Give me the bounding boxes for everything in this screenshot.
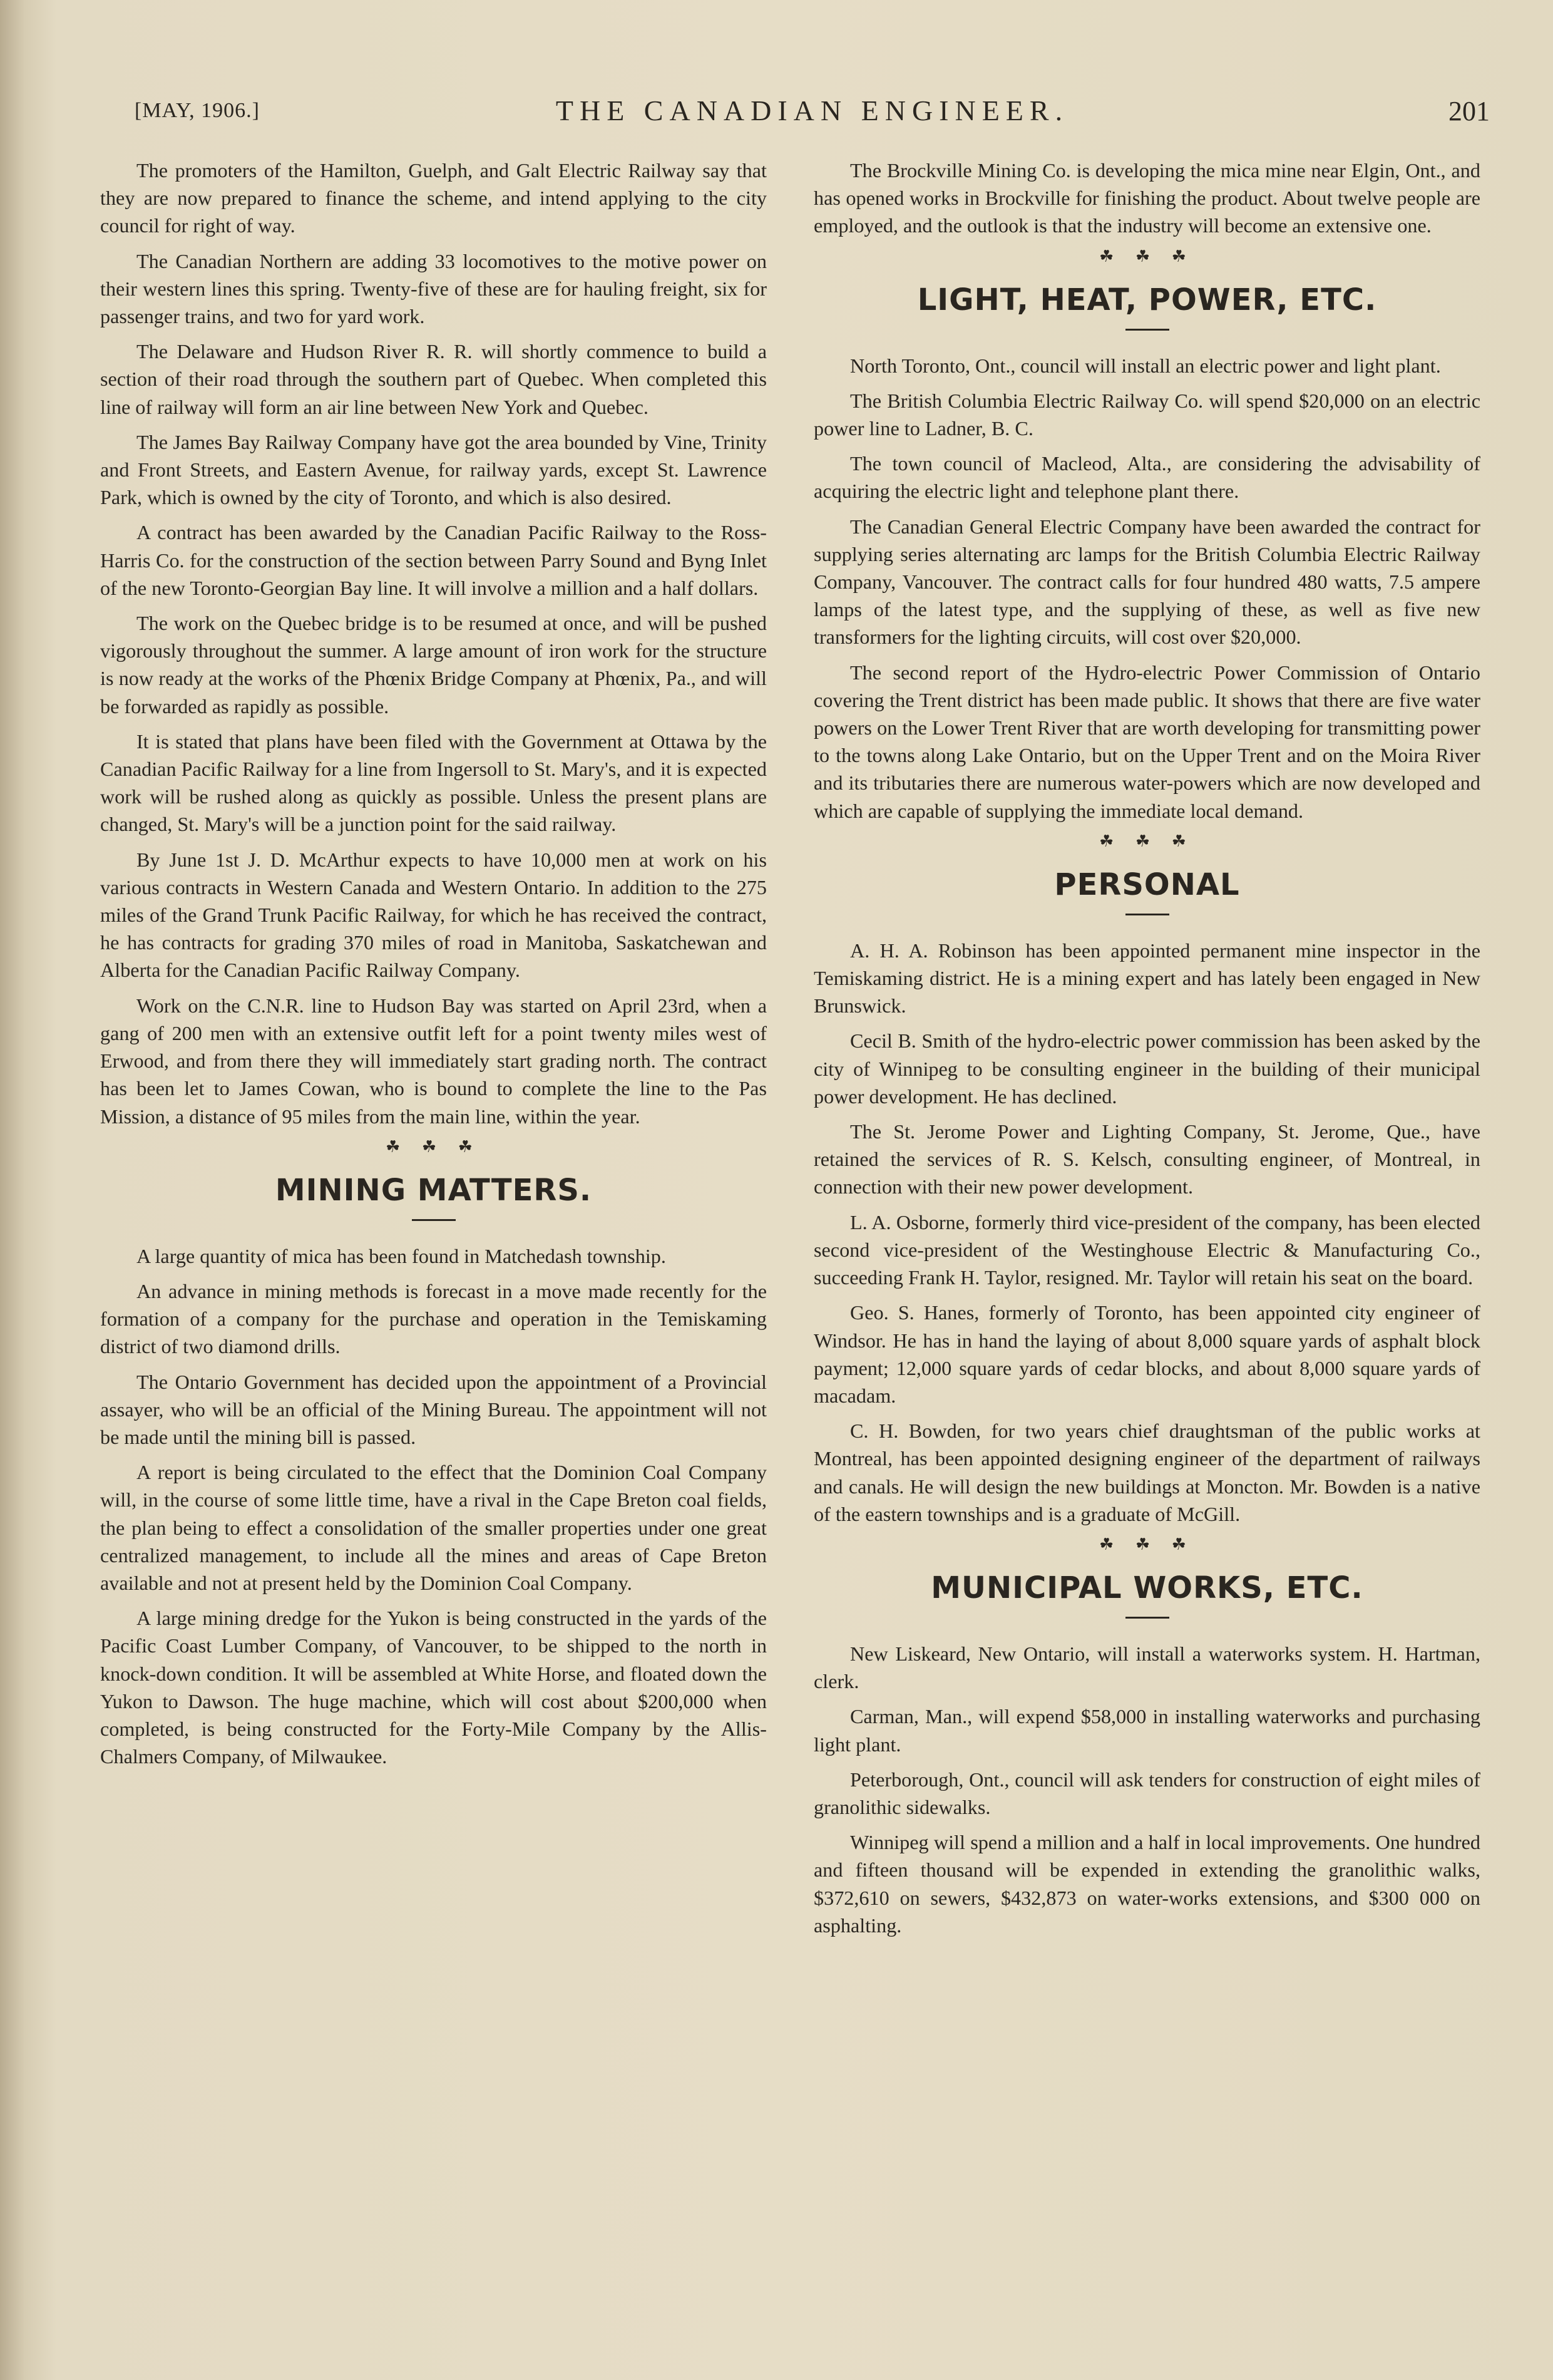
article-paragraph: The James Bay Railway Company have got the area bounded by Vine, Trinity and Front Streets, and Eastern Avenue, for railway yards, except St. Lawrence Park, which is owned by the city of Toronto, and which is also desired. xyxy=(100,430,767,509)
article-paragraph: By June 1st J. D. McArthur expects to have 10,000 men at work on his various contracts in Western Canada and Western Ontario. In addition to the 275 miles of the Grand Trunk Pacific Railway, for which he has received the contract, he has contracts for grading 370 miles of road in Manitoba, Saskatchewan and Alberta for the Canadian Pacific Railway Company. xyxy=(100,848,767,982)
heading-rule xyxy=(1125,329,1169,331)
article-paragraph: The Canadian Northern are adding 33 locomotives to the motive power on their western lines this spring. Twenty-five of these are for hauling freight, six for passenger trains, and two for yard work. xyxy=(100,249,767,328)
page-number: 201 xyxy=(1448,96,1490,126)
heading-rule xyxy=(412,1219,456,1221)
article-paragraph: The Canadian General Electric Company have been awarded the contract for supplying series alternating arc lamps for the British Columbia Electric Railway Company, Vancouver. The contract calls for four hundred 480 watts, 7.5 ampere lamps of the latest type, and the supplying of these, as well as five new transformers for the lighting circuits, will cost over $20,000. xyxy=(814,515,1480,649)
article-paragraph: The second report of the Hydro-electric Power Commission of Ontario covering the Trent district has been made public. It shows that there are five water powers on the Lower Trent River that are worth developing for transmitting power to the towns along Lake Ontario, but on the Upper Trent and on the Moira River and its tributaries there are numerous water-powers which are now developed and which are capable of supplying the immediate local demand. xyxy=(814,661,1480,822)
right-column xyxy=(814,157,1480,1947)
article-paragraph: C. H. Bowden, for two years chief draughtsman of the public works at Montreal, has been appointed designing engineer of the department of railways and canals. He will design the new buildings at Moncton. Mr. Bowden is a native of the eastern townships and is a graduate of McGill. xyxy=(814,1419,1480,1525)
issue-date: [MAY, 1906.] xyxy=(135,99,260,122)
article-paragraph: The work on the Quebec bridge is to be resumed at once, and will be pushed vigorously throughout the summer. A large amount of iron work for the structure is now ready at the works of the Phœnix Bridge Company at Phœnix, Pa., and will be forwarded as rapidly as possible. xyxy=(100,612,767,718)
article-paragraph: The British Columbia Electric Railway Co. will spend $20,000 on an electric power line to Ladner, B. C. xyxy=(814,389,1480,440)
article-paragraph: Peterborough, Ont., council will ask tenders for construction of eight miles of granolithic sidewalks. xyxy=(814,1768,1480,1818)
heading-rule xyxy=(1125,914,1169,915)
section-heading-municipal: MUNICIPAL WORKS, ETC. xyxy=(931,1570,1363,1605)
article-paragraph: Work on the C.N.R. line to Hudson Bay was started on April 23rd, when a gang of 200 men with an extensive outfit left for a point twenty miles west of Erwood, and from there they will immediately start grading north. The contract has been let to James Cowan, who is bound to complete the line to the Pas Mission, a distance of 95 miles from the main line, within the year. xyxy=(100,994,767,1128)
article-paragraph: A large quantity of mica has been found in Matchedash township. xyxy=(136,1244,666,1267)
section-heading-mining: MINING MATTERS. xyxy=(275,1172,592,1208)
article-paragraph: A. H. A. Robinson has been appointed permanent mine inspector in the Temiskaming district. He is a mining expert and has lately been engaged in New Brunswick. xyxy=(814,939,1480,1017)
article-paragraph: The St. Jerome Power and Lighting Company, St. Jerome, Que., have retained the services of R. S. Kelsch, consulting engineer, of Montreal, in connection with their new power development. xyxy=(814,1120,1480,1198)
left-column xyxy=(100,157,767,1778)
section-ornament-icon: ☘ ☘ ☘ xyxy=(1099,832,1195,850)
publication-title: THE CANADIAN ENGINEER. xyxy=(555,95,1069,126)
article-paragraph: The town council of Macleod, Alta., are considering the advisability of acquiring the electric light and telephone plant there. xyxy=(814,452,1480,503)
article-paragraph: It is stated that plans have been filed with the Government at Ottawa by the Canadian Pacific Railway for a line from Ingersoll to St. Mary's, and it is expected work will be rushed along as quickly as possible. Unless the present plans are changed, St. Mary's will be a junction point for the said railway. xyxy=(100,729,767,836)
article-paragraph: The Delaware and Hudson River R. R. will shortly commence to build a section of their road through the southern part of Quebec. When completed this line of railway will form an air line between New York and Quebec. xyxy=(100,340,767,418)
article-paragraph: Cecil B. Smith of the hydro-electric power commission has been asked by the city of Winnipeg to be consulting engineer in the building of their municipal power development. He has declined. xyxy=(814,1029,1480,1108)
article-paragraph: North Toronto, Ont., council will install an electric power and light plant. xyxy=(849,354,1441,377)
section-heading-personal: PERSONAL xyxy=(1054,867,1240,902)
section-ornament-icon: ☘ ☘ ☘ xyxy=(1099,1535,1195,1553)
section-heading-light-heat-power: LIGHT, HEAT, POWER, ETC. xyxy=(917,282,1377,317)
article-paragraph: Carman, Man., will expend $58,000 in installing waterworks and purchasing light plant. xyxy=(814,1705,1480,1756)
article-paragraph: An advance in mining methods is forecast in a move made recently for the formation of a company for the purchase and operation in the Temiskaming district of two diamond drills. xyxy=(100,1279,767,1358)
article-paragraph: The Brockville Mining Co. is developing the mica mine near Elgin, Ont., and has opened works in Brockville for finishing the product. About twelve people are employed, and the outlook is that the industry will become an extensive one. xyxy=(814,159,1480,237)
article-paragraph: A contract has been awarded by the Canadian Pacific Railway to the Ross-Harris Co. for the construction of the section between Parry Sound and Byng Inlet of the new Toronto-Georgian Bay line. It will involve a million and a half dollars. xyxy=(100,521,767,599)
article-paragraph: The Ontario Government has decided upon the appointment of a Provincial assayer, who will be an official of the Mining Bureau. The appointment will not be made until the mining bill is passed. xyxy=(100,1370,767,1448)
page-header xyxy=(135,94,1490,131)
article-paragraph: L. A. Osborne, formerly third vice-president of the company, has been elected second vice-president of the Westinghouse Electric & Manufacturing Co., succeeding Frank H. Taylor, resigned. Mr. Taylor will retain his seat on the board. xyxy=(814,1210,1480,1289)
article-paragraph: The promoters of the Hamilton, Guelph, and Galt Electric Railway say that they are now prepared to finance the scheme, and intend applying to the city council for right of way. xyxy=(100,159,767,237)
article-paragraph: New Liskeard, New Ontario, will install a waterworks system. H. Hartman, clerk. xyxy=(814,1642,1480,1693)
article-paragraph: Geo. S. Hanes, formerly of Toronto, has been appointed city engineer of Windsor. He has in hand the laying of about 8,000 square yards of asphalt block payment; 12,000 square yards of cedar blocks, and about 8,000 square yards of macadam. xyxy=(814,1301,1480,1407)
heading-rule xyxy=(1125,1617,1169,1619)
article-paragraph: Winnipeg will spend a million and a half in local improvements. One hundred and fifteen thousand will be expended in extending the granolithic walks, $372,610 on sewers, $432,873 on water-works extensions, and $300 000 on asphalting. xyxy=(814,1831,1480,1937)
section-ornament-icon: ☘ ☘ ☘ xyxy=(1099,247,1195,265)
section-ornament-icon: ☘ ☘ ☘ xyxy=(386,1137,481,1156)
article-paragraph: A report is being circulated to the effect that the Dominion Coal Company will, in the course of some little time, have a rival in the Cape Breton coal fields, the plan being to effect a consolidation of the smaller properties under one great centralized management, to include all the mines and areas of Cape Breton available and not at present held by the Dominion Coal Company. xyxy=(100,1461,767,1594)
article-paragraph: A large mining dredge for the Yukon is being constructed in the yards of the Pacific Coast Lumber Company, of Vancouver, to be shipped to the north in knock-down condition. It will be assembled at White Horse, and floated down the Yukon to Dawson. The huge machine, which will cost about $200,000 when completed, is being constructed for the Forty-Mile Company by the Allis-Chalmers Company, of Milwaukee. xyxy=(100,1607,767,1768)
